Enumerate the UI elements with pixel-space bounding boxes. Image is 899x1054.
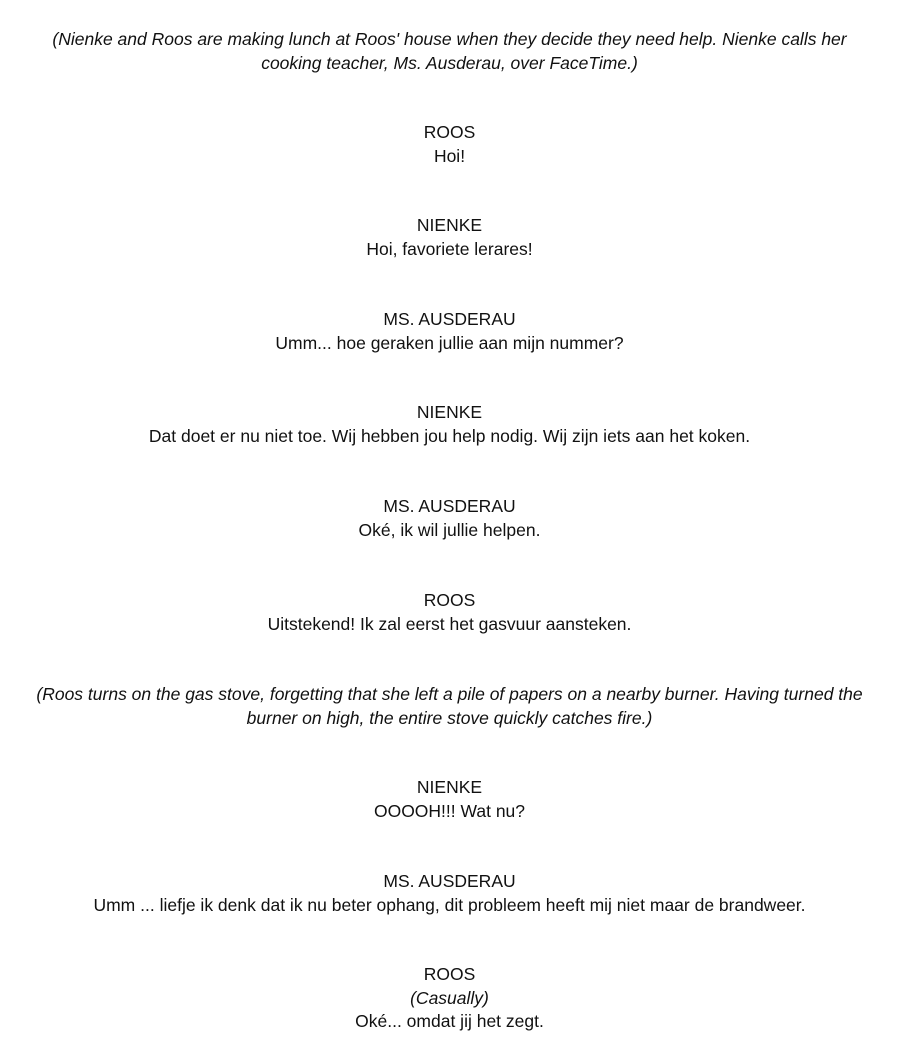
dialogue-line: Uitstekend! Ik zal eerst het gasvuur aansteken. bbox=[267, 613, 632, 634]
speaker-name: NIENKE bbox=[416, 215, 483, 235]
dialogue-block bbox=[0, 963, 899, 1034]
speaker-name: MS. AUSDERAU bbox=[383, 309, 516, 329]
dialogue-line: Umm... hoe geraken jullie aan mijn nummer? bbox=[275, 332, 624, 353]
dialogue-line: Hoi, favoriete lerares! bbox=[366, 238, 533, 259]
speaker-name: NIENKE bbox=[416, 777, 483, 797]
dialogue-block bbox=[0, 776, 899, 823]
stage-direction-opening: (Nienke and Roos are making lunch at Roos' house when they decide they need help. Nienke calls her cooking teacher, Ms. Ausderau, over FaceTime.) bbox=[52, 29, 847, 73]
dialogue-line: Dat doet er nu niet toe. Wij hebben jou help nodig. Wij zijn iets aan het koken. bbox=[148, 425, 751, 446]
dialogue-line: Oké, ik wil jullie helpen. bbox=[358, 519, 541, 540]
speaker-name: ROOS bbox=[423, 590, 476, 610]
speaker-name: MS. AUSDERAU bbox=[383, 496, 516, 516]
dialogue-block bbox=[0, 589, 899, 636]
dialogue-line: Hoi! bbox=[433, 145, 466, 166]
parenthetical: (Casually) bbox=[410, 987, 489, 1008]
speaker-name: ROOS bbox=[423, 964, 476, 984]
dialogue-block bbox=[0, 121, 899, 168]
dialogue-block bbox=[0, 495, 899, 542]
dialogue-block bbox=[0, 214, 899, 261]
dialogue-block bbox=[0, 401, 899, 448]
speaker-name: ROOS bbox=[423, 122, 476, 142]
dialogue-line: OOOOH!!! Wat nu? bbox=[373, 800, 526, 821]
speaker-name: NIENKE bbox=[416, 402, 483, 422]
dialogue-block bbox=[0, 870, 899, 917]
dialogue-line: Oké... omdat jij het zegt. bbox=[355, 1011, 544, 1031]
speaker-name: MS. AUSDERAU bbox=[383, 871, 516, 891]
dialogue-block bbox=[0, 308, 899, 355]
stage-direction-middle: (Roos turns on the gas stove, forgetting that she left a pile of papers on a nearby burner. Having turned the burner on high, the entire stove quickly catches fire.) bbox=[36, 684, 863, 728]
dialogue-line: Umm ... liefje ik denk dat ik nu beter ophang, dit probleem heeft mij niet maar de brandweer. bbox=[93, 894, 806, 915]
